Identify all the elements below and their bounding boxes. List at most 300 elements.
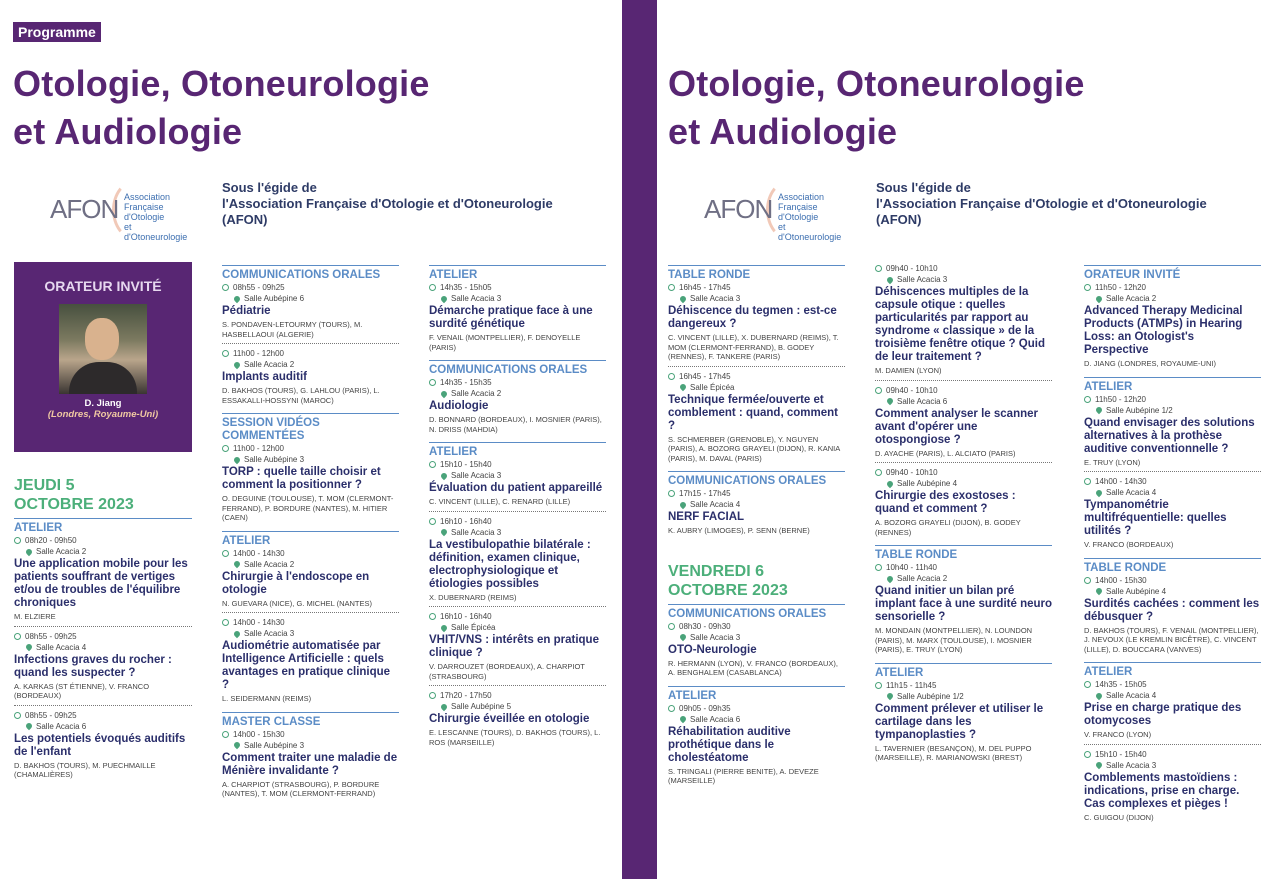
time-text: 14h00 - 15h30	[1095, 575, 1147, 585]
time-text: 17h20 - 17h50	[440, 691, 492, 700]
afon-logo	[50, 180, 190, 240]
time-text: 14h00 - 15h30	[233, 729, 285, 739]
schedule-entry	[14, 631, 192, 706]
time-text: 15h10 - 15h40	[440, 460, 492, 469]
session-speakers: E. TRUY (LYON)	[1084, 457, 1141, 467]
session-room	[222, 559, 399, 570]
session-title: Déhiscences multiples de la capsule otique : quelles particularités par rapport au syndrome « classique » de la troisième fenêtre otique ? Quid de leur traitement ?	[875, 286, 1045, 363]
clock-icon	[668, 623, 675, 630]
session-title: VHIT/VNS : intérêts en pratique clinique ?	[429, 634, 599, 659]
session-room	[429, 388, 606, 399]
schedule-entry	[222, 548, 399, 614]
clock-icon	[875, 265, 882, 272]
clock-icon	[14, 537, 21, 544]
day-heading-jeudi: JEUDI 5 OCTOBRE 2023	[14, 477, 134, 513]
location-pin-icon	[25, 547, 33, 555]
session-room	[668, 499, 845, 510]
location-pin-icon	[679, 383, 687, 391]
room-text: Salle Acacia 6	[897, 396, 948, 406]
session-time	[429, 282, 606, 293]
section-heading: TABLE RONDE	[875, 545, 1052, 562]
session-speakers: S. SCHMERBER (GRENOBLE), Y. NGUYEN (PARIS), A. BOZORG GRAYELI (DIJON), R. KANIA (PARIS), M. DAVAL (PARIS)	[668, 434, 840, 463]
location-pin-icon	[233, 629, 241, 637]
section-heading: TABLE RONDE	[668, 265, 845, 282]
section-heading: COMMUNICATIONS ORALES	[222, 265, 399, 282]
location-pin-icon	[886, 275, 894, 283]
location-pin-icon	[440, 471, 448, 479]
session-title: Surdités cachées : comment les débusquer ?	[1084, 597, 1260, 623]
room-text: Salle Acacia 3	[451, 294, 502, 303]
location-pin-icon	[886, 479, 894, 487]
time-text: 09h40 - 10h10	[886, 385, 938, 395]
session-speakers: D. BAKHOS (TOURS), M. PUECHMAILLE (CHAMALIÈRES)	[14, 760, 156, 779]
location-pin-icon	[233, 560, 241, 568]
session-room	[875, 691, 1052, 702]
session-title: La vestibulopathie bilatérale : définition, examen clinique, electrophysiologique et étiologies possibles	[429, 538, 591, 590]
page-title	[13, 60, 430, 156]
clock-icon	[1084, 478, 1091, 485]
location-pin-icon	[1095, 294, 1103, 302]
time-text: 11h50 - 12h20	[1095, 394, 1147, 404]
session-time	[668, 282, 845, 293]
time-text: 16h45 - 17h45	[679, 283, 731, 292]
section-heading: COMMUNICATIONS ORALES	[429, 360, 606, 377]
session-title: Déhiscence du tegmen : est-ce dangereux ?	[668, 305, 837, 330]
schedule-entry	[429, 516, 606, 608]
session-speakers: R. HERMANN (LYON), V. FRANCO (BORDEAUX), A. BENGHALEM (CASABLANCA)	[668, 658, 839, 677]
schedule-entry	[1084, 476, 1261, 554]
section-heading: ATELIER	[875, 663, 1052, 680]
clock-icon	[1084, 396, 1091, 403]
session-room	[1084, 690, 1261, 701]
location-pin-icon	[1095, 691, 1103, 699]
session-time	[668, 621, 845, 632]
clock-icon	[668, 373, 675, 380]
session-time	[429, 459, 606, 470]
session-speakers: V. FRANCO (LYON)	[1084, 730, 1152, 739]
clock-icon	[1084, 284, 1091, 291]
right-page	[657, 0, 1275, 879]
session-speakers: M. MONDAIN (MONTPELLIER), N. LOUNDON (PARIS), M. MARX (TOULOUSE), I. MOSNIER (PARIS), E. TRUY (LYON)	[875, 626, 1033, 654]
session-room	[875, 396, 1052, 407]
session-title: Technique fermée/ouverte et comblement : quand, comment ?	[668, 393, 838, 432]
session-time	[875, 263, 1052, 274]
session-speakers: L. TAVERNIER (BESANÇON), M. DEL PUPPO (MARSEILLE), R. MARIANOWSKI (BREST)	[875, 743, 1032, 762]
session-time	[429, 690, 606, 701]
clock-icon	[429, 284, 436, 291]
room-text: Salle Acacia 2	[1106, 294, 1157, 303]
location-pin-icon	[679, 715, 687, 723]
session-speakers: A. CHARPIOT (STRASBOURG), P. BORDURE (NANTES), T. MOM (CLERMONT-FERRAND)	[222, 779, 380, 798]
room-text: Salle Aubépine 1/2	[897, 691, 964, 701]
left-column-2	[222, 263, 399, 807]
schedule-entry	[668, 703, 845, 790]
session-room	[1084, 586, 1261, 597]
session-room	[222, 293, 399, 304]
section-heading: COMMUNICATIONS ORALES	[668, 471, 845, 488]
session-room	[429, 293, 606, 304]
session-speakers: K. AUBRY (LIMOGES), P. SENN (BERNE)	[668, 526, 810, 535]
session-room	[222, 628, 399, 639]
schedule-entry	[875, 467, 1052, 541]
clock-icon	[222, 619, 229, 626]
time-text: 14h00 - 14h30	[1095, 477, 1147, 486]
session-time	[429, 377, 606, 388]
schedule-entry	[429, 611, 606, 686]
clock-icon	[875, 682, 882, 689]
session-time	[875, 680, 1052, 691]
room-text: Salle Acacia 3	[1106, 760, 1157, 770]
session-speakers: D. BAKHOS (TOURS), G. LAHLOU (PARIS), L. ESSAKALLI-HOSSYNI (MAROC)	[222, 386, 380, 405]
session-title: TORP : quelle taille choisir et comment la positionner ?	[222, 466, 381, 491]
day-heading-vendredi: VENDREDI 6 OCTOBRE 2023	[668, 562, 788, 599]
schedule-entry	[14, 710, 192, 784]
right-column-2	[875, 263, 1052, 771]
title-line-1: Otologie, Otoneurologie	[13, 63, 430, 104]
room-text: Salle Aubépine 3	[244, 455, 305, 464]
clock-icon	[222, 731, 229, 738]
time-text: 11h50 - 12h20	[1095, 283, 1147, 292]
session-room	[429, 622, 606, 633]
session-time	[875, 467, 1052, 478]
clock-icon	[14, 633, 21, 640]
session-time	[668, 488, 845, 499]
session-title: Les potentiels évoqués auditifs de l'enfant	[14, 732, 186, 758]
session-time	[222, 548, 399, 559]
session-speakers: M. DAMIEN (LYON)	[875, 366, 942, 375]
title-line-2: et Audiologie	[13, 111, 243, 152]
session-room	[14, 642, 192, 653]
location-pin-icon	[679, 294, 687, 302]
guest-speaker-card	[14, 262, 192, 452]
clock-icon	[429, 379, 436, 386]
session-speakers: A. BOZORG GRAYELI (DIJON), B. GODEY (RENNES)	[875, 518, 1021, 537]
room-text: Salle Acacia 3	[690, 632, 741, 642]
section-heading: ATELIER	[668, 686, 845, 703]
programme-tag: Programme	[13, 22, 101, 42]
session-room	[222, 359, 399, 370]
session-speakers: D. JIANG (LONDRES, ROYAUME-UNI)	[1084, 359, 1216, 368]
room-text: Salle Aubépine 3	[244, 740, 305, 750]
schedule-entry	[429, 377, 606, 438]
session-title: Audiométrie automatisée par Intelligence Artificielle : quels avantages en pratique clinique ?	[222, 640, 391, 691]
room-text: Salle Acacia 3	[690, 294, 741, 303]
time-text: 11h00 - 12h00	[233, 349, 285, 358]
session-time	[1084, 749, 1261, 760]
session-time	[668, 371, 845, 382]
time-text: 11h15 - 11h45	[886, 680, 937, 690]
location-pin-icon	[886, 397, 894, 405]
schedule-entry	[429, 459, 606, 512]
session-title: Réhabilitation auditive prothétique dans le cholestéatome	[668, 725, 791, 764]
clock-icon	[429, 518, 436, 525]
schedule-entry	[875, 562, 1052, 659]
guest-city: (Londres, Royaume-Uni)	[47, 409, 159, 420]
session-room	[222, 740, 399, 751]
session-time	[1084, 679, 1261, 690]
egide-text-right: Sous l'égide de l'Association Française d'Otologie et d'Otoneurologie (AFON)	[876, 180, 1207, 227]
room-text: Salle Épicéa	[690, 382, 735, 392]
session-speakers: L. SEIDERMANN (REIMS)	[222, 694, 312, 703]
location-pin-icon	[1095, 488, 1103, 496]
clock-icon	[222, 445, 229, 452]
schedule-entry	[429, 690, 606, 751]
schedule-entry	[668, 621, 845, 682]
session-title: Quand envisager des solutions alternatives à la prothèse auditive conventionnelle ?	[1084, 416, 1255, 455]
session-title: Chirurgie à l'endoscope en otologie	[222, 570, 370, 596]
location-pin-icon	[233, 741, 241, 749]
session-speakers: E. LESCANNE (TOURS), D. BAKHOS (TOURS), L. ROS (MARSEILLE)	[429, 728, 601, 747]
clock-icon	[429, 461, 436, 468]
schedule-entry	[222, 282, 399, 344]
time-text: 09h40 - 10h10	[886, 264, 938, 273]
schedule-entry	[668, 488, 845, 540]
location-pin-icon	[440, 389, 448, 397]
time-text: 16h10 - 16h40	[440, 516, 492, 526]
clock-icon	[1084, 681, 1091, 688]
schedule-entry	[875, 263, 1052, 381]
room-text: Salle Acacia 4	[1106, 488, 1157, 497]
schedule-entry	[222, 348, 399, 409]
location-pin-icon	[440, 528, 448, 536]
section-heading: COMMUNICATIONS ORALES	[668, 604, 845, 621]
room-text: Salle Épicéa	[451, 623, 496, 632]
time-text: 16h10 - 16h40	[440, 612, 492, 621]
session-room	[429, 527, 606, 538]
session-title: Infections graves du rocher : quand les suspecter ?	[14, 653, 172, 679]
location-pin-icon	[25, 643, 33, 651]
schedule-entry	[668, 371, 845, 468]
guest-name: D. Jiang	[84, 398, 122, 409]
clock-icon	[875, 469, 882, 476]
time-text: 08h55 - 09h25	[25, 631, 77, 641]
session-speakers: C. VINCENT (LILLE), C. RENARD (LILLE)	[429, 497, 571, 506]
schedule-entry	[222, 729, 399, 803]
time-text: 08h55 - 09h25	[233, 283, 285, 292]
session-title: Une application mobile pour les patients souffrant de vertiges et/ou de troubles de l'équilibre chroniques	[14, 558, 188, 609]
time-text: 08h30 - 09h30	[679, 621, 731, 631]
session-room	[875, 478, 1052, 489]
room-text: Salle Acacia 4	[1106, 691, 1157, 700]
section-heading: MASTER CLASSE	[222, 712, 399, 729]
egide-text: Sous l'égide de l'Association Française d'Otologie et d'Otoneurologie (AFON)	[222, 180, 553, 227]
time-text: 09h05 - 09h35	[679, 703, 731, 713]
time-text: 16h45 - 17h45	[679, 371, 731, 381]
session-speakers: A. KARKAS (ST ÉTIENNE), V. FRANCO (BORDEAUX)	[14, 681, 150, 700]
right-column-1	[668, 263, 845, 794]
session-speakers: C. GUIGOU (DIJON)	[1084, 812, 1154, 822]
session-title: OTO-Neurologie	[668, 643, 757, 656]
session-room	[668, 632, 845, 643]
location-pin-icon	[233, 455, 241, 463]
room-text: Salle Acacia 6	[36, 721, 87, 731]
clock-icon	[668, 284, 675, 291]
session-room	[668, 714, 845, 725]
clock-icon	[875, 387, 882, 394]
location-pin-icon	[440, 623, 448, 631]
session-time	[222, 729, 399, 740]
session-room	[1084, 293, 1261, 304]
session-time	[1084, 282, 1261, 293]
room-text: Salle Acacia 4	[690, 500, 741, 509]
section-heading: ORATEUR INVITÉ	[1084, 265, 1261, 282]
session-speakers: C. VINCENT (LILLE), X. DUBERNARD (REIMS), T. MOM (CLERMONT-FERRAND), B. GODEY (RENNES), F. TANKERE (PARIS)	[668, 333, 839, 361]
session-time	[875, 385, 1052, 396]
section-heading: TABLE RONDE	[1084, 558, 1261, 575]
session-time	[429, 611, 606, 622]
schedule-entry	[875, 385, 1052, 464]
clock-icon	[668, 490, 675, 497]
session-title: Pédiatrie	[222, 305, 271, 317]
room-text: Salle Acacia 3	[244, 629, 295, 638]
session-time	[875, 562, 1052, 573]
schedule-entry	[668, 282, 845, 367]
room-text: Salle Acacia 2	[36, 547, 87, 556]
left-column-3	[429, 263, 606, 755]
session-time	[429, 516, 606, 527]
session-room	[875, 573, 1052, 584]
session-time	[1084, 575, 1261, 586]
room-text: Salle Acacia 3	[451, 527, 502, 537]
time-text: 11h00 - 12h00	[233, 444, 285, 453]
location-pin-icon	[440, 702, 448, 710]
time-text: 14h00 - 14h30	[233, 548, 285, 558]
location-pin-icon	[1095, 406, 1103, 414]
time-text: 10h40 - 11h40	[886, 563, 938, 572]
session-title: Tympanométrie multifréquentielle: quelles utilités ?	[1084, 499, 1227, 537]
section-heading: ATELIER	[1084, 377, 1261, 394]
session-speakers: S. TRINGALI (PIERRE BENITE), A. DEVEZE (MARSEILLE)	[668, 766, 819, 785]
schedule-entry	[14, 535, 192, 627]
session-time	[222, 617, 399, 628]
session-title: Chirurgie éveillée en otologie	[429, 713, 590, 725]
session-title: Comment analyser le scanner avant d'opérer une otospongiose ?	[875, 407, 1038, 446]
location-pin-icon	[886, 574, 894, 582]
right-column-3	[1084, 263, 1261, 830]
time-text: 08h20 - 09h50	[25, 536, 77, 545]
room-text: Salle Aubépine 6	[244, 294, 305, 303]
location-pin-icon	[440, 294, 448, 302]
speaker-photo	[59, 304, 147, 394]
jeudi-column	[14, 470, 192, 788]
session-speakers: O. DEGUINE (TOULOUSE), T. MOM (CLERMONT-FERRAND), P. BORDURE (NANTES), M. HITIER (CAEN)	[222, 494, 394, 522]
session-speakers: S. PONDAVEN-LETOURMY (TOURS), M. HASBELLAOUI (ALGERIE)	[222, 320, 363, 339]
clock-icon	[875, 564, 882, 571]
room-text: Salle Acacia 2	[244, 559, 295, 569]
room-text: Salle Acacia 4	[36, 642, 87, 652]
room-text: Salle Acacia 2	[244, 360, 295, 369]
session-time	[222, 348, 399, 359]
session-speakers: V. FRANCO (BORDEAUX)	[1084, 540, 1174, 549]
room-text: Salle Acacia 6	[690, 714, 741, 724]
session-room	[1084, 760, 1261, 771]
schedule-entry	[1084, 749, 1261, 827]
clock-icon	[429, 692, 436, 699]
schedule-entry	[875, 680, 1052, 767]
room-text: Salle Acacia 3	[451, 471, 502, 480]
session-speakers: D. BONNARD (BORDEAUX), I. MOSNIER (PARIS), N. DRISS (MAHDIA)	[429, 415, 602, 434]
session-title: Advanced Therapy Medicinal Products (ATMPs) in Hearing Loss: an Otologist's Perspective	[1084, 305, 1243, 356]
clock-icon	[1084, 751, 1091, 758]
session-speakers: X. DUBERNARD (REIMS)	[429, 592, 517, 602]
location-pin-icon	[679, 500, 687, 508]
session-title: Prise en charge pratique des otomycoses	[1084, 702, 1242, 727]
session-title: Comblements mastoïdiens : indications, prise en charge. Cas complexes et pièges !	[1084, 771, 1240, 810]
session-title: Comment traiter une maladie de Ménière invalidante ?	[222, 751, 398, 777]
session-title: Quand initier un bilan pré implant face à une surdité neuro sensorielle ?	[875, 585, 1053, 623]
session-speakers: V. DARROUZET (BORDEAUX), A. CHARPIOT (STRASBOURG)	[429, 662, 585, 681]
schedule-entry	[429, 282, 606, 356]
location-pin-icon	[886, 692, 894, 700]
session-title: Audiologie	[429, 400, 489, 412]
schedule-entry	[1084, 679, 1261, 745]
schedule-entry	[1084, 394, 1261, 473]
session-time	[222, 282, 399, 293]
time-text: 14h35 - 15h05	[1095, 680, 1147, 689]
session-time	[14, 535, 192, 546]
room-text: Salle Acacia 2	[451, 389, 502, 398]
section-heading: ATELIER	[222, 531, 399, 548]
section-heading: ATELIER	[1084, 662, 1261, 679]
left-page	[0, 0, 622, 879]
clock-icon	[14, 712, 21, 719]
afon-logo-right: AFON Association Française d'Otologie et d'Otoneurologie	[704, 180, 844, 240]
session-title: Démarche pratique face à une surdité génétique	[429, 305, 593, 330]
session-room	[1084, 487, 1261, 498]
session-time	[14, 710, 192, 721]
schedule-entry	[222, 617, 399, 708]
clock-icon	[429, 613, 436, 620]
clock-icon	[222, 350, 229, 357]
session-title: Chirurgie des exostoses : quand et comment ?	[875, 490, 1016, 515]
session-speakers: D. BAKHOS (TOURS), F. VENAIL (MONTPELLIER), J. NEVOUX (LE KREMLIN BICÊTRE), C. VINCENT (LILLE), D. BOUCCARA (VANVES)	[1084, 625, 1259, 654]
session-title: Évaluation du patient appareillé	[429, 482, 603, 494]
location-pin-icon	[233, 360, 241, 368]
time-text: 17h15 - 17h45	[679, 489, 731, 498]
session-title: Comment prélever et utiliser le cartilage dans les tympanoplasties ?	[875, 702, 1044, 741]
session-speakers: N. GUEVARA (NICE), G. MICHEL (NANTES)	[222, 598, 373, 608]
session-time	[14, 631, 192, 642]
location-pin-icon	[679, 633, 687, 641]
guest-label: ORATEUR INVITÉ	[44, 278, 162, 294]
time-text: 14h00 - 14h30	[233, 618, 285, 627]
time-text: 09h40 - 10h10	[886, 468, 938, 477]
session-room	[222, 454, 399, 465]
location-pin-icon	[1095, 761, 1103, 769]
session-room	[429, 470, 606, 481]
session-room	[429, 701, 606, 712]
section-heading: ATELIER	[429, 265, 606, 282]
session-title: Implants auditif	[222, 371, 307, 383]
time-text: 14h35 - 15h05	[440, 283, 492, 292]
location-pin-icon	[233, 294, 241, 302]
location-pin-icon	[25, 722, 33, 730]
section-heading: ATELIER	[14, 518, 192, 535]
room-text: Salle Acacia 3	[897, 275, 948, 284]
clock-icon	[222, 550, 229, 557]
session-speakers: F. VENAIL (MONTPELLIER), F. DENOYELLE (PARIS)	[429, 333, 581, 352]
session-room	[14, 721, 192, 732]
session-time	[1084, 476, 1261, 487]
section-heading: SESSION VIDÉOS COMMENTÉES	[222, 413, 399, 443]
schedule-entry	[1084, 282, 1261, 373]
session-title: NERF FACIAL	[668, 511, 745, 523]
session-time	[668, 703, 845, 714]
session-time	[222, 443, 399, 454]
clock-icon	[1084, 577, 1091, 584]
time-text: 15h10 - 15h40	[1095, 749, 1147, 759]
room-text: Salle Aubépine 1/2	[1106, 405, 1173, 415]
